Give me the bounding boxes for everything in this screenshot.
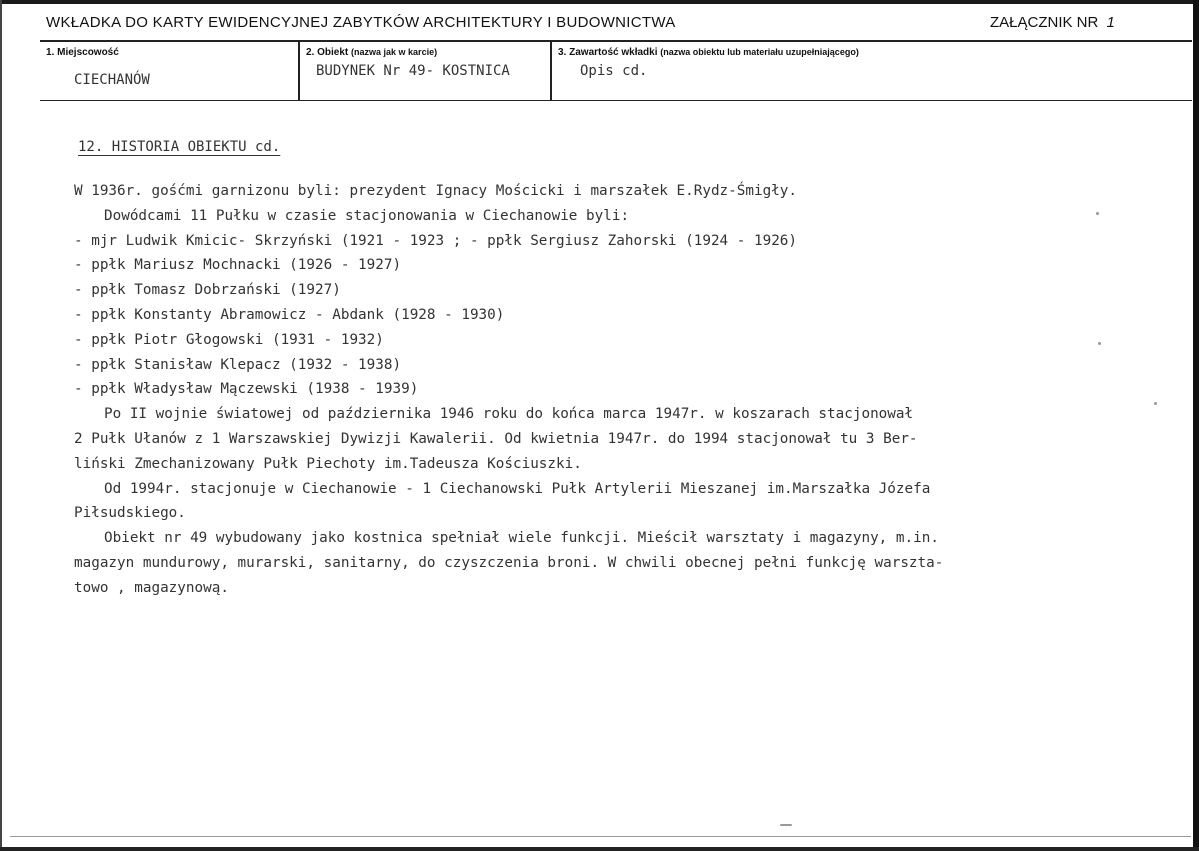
body-line: Po II wojnie światowej od października 1946 roku do końca marca 1947r. w koszarach stacjonował (104, 406, 914, 423)
body-line: - ppłk Tomasz Dobrzański (1927) (74, 282, 341, 299)
annex-label (990, 14, 1115, 31)
body-line: Od 1994r. stacjonuje w Ciechanowie - 1 Ciechanowski Pułk Artylerii Mieszanej im.Marszałka Józefa (104, 480, 931, 497)
annex-number: 1 (1106, 14, 1115, 31)
body-line: Obiekt nr 49 wybudowany jako kostnica spełniał wiele funkcji. Mieścił warsztaty i magazyny, m.in. (104, 530, 939, 547)
body-line: Dowódcami 11 Pułku w czasie stacjonowania w Ciechanowie byli: (104, 207, 630, 224)
field-object-value: BUDYNEK Nr 49- KOSTNICA (316, 63, 510, 79)
document-body (74, 183, 1154, 605)
body-line: towo , magazynową. (74, 579, 229, 596)
field-locality (40, 42, 298, 100)
scan-speck (1154, 402, 1157, 405)
field-locality-label (46, 47, 119, 58)
scan-edge-top (0, 0, 1199, 4)
body-line: magazyn mundurowy, murarski, sanitarny, do czyszczenia broni. W chwili obecnej pełni funkcję warszta- (74, 554, 944, 571)
body-line: 2 Pułk Ułanów z 1 Warszawskiej Dywizji Kawalerii. Od kwietnia 1947r. do 1994 stacjonował tu 3 Ber- (74, 430, 918, 447)
scan-edge-right (1193, 0, 1199, 851)
field-content-label-text: 3. Zawartość wkładki (558, 47, 658, 58)
scan-edge-left (0, 0, 2, 851)
field-locality-value: CIECHANÓW (74, 72, 150, 88)
field-object-label (306, 47, 437, 58)
page-bottom-line (10, 836, 1191, 837)
body-line: - mjr Ludwik Kmicic- Skrzyński (1921 - 1923 ; - ppłk Sergiusz Zahorski (1924 - 1926) (74, 232, 798, 249)
body-line: Piłsudskiego. (74, 505, 186, 522)
body-line: - ppłk Konstanty Abramowicz - Abdank (1928 - 1930) (74, 306, 505, 323)
field-content-label-note: (nazwa obiektu lub materiału uzupełniającego) (660, 47, 859, 57)
body-line: W 1936r. gośćmi garnizonu byli: prezydent Ignacy Mościcki i marszałek E.Rydz-Śmigły. (74, 183, 798, 199)
body-line: - ppłk Władysław Mączewski (1938 - 1939) (74, 381, 419, 398)
field-object-label-text: 2. Obiekt (306, 47, 349, 58)
field-content (550, 42, 1192, 100)
scan-speck (1096, 212, 1099, 215)
field-content-value: Opis cd. (580, 63, 648, 79)
body-line: - ppłk Stanisław Klepacz (1932 - 1938) (74, 356, 402, 373)
body-line: - ppłk Mariusz Mochnacki (1926 - 1927) (74, 257, 402, 274)
body-line: liński Zmechanizowany Pułk Piechoty im.Tadeusza Kościuszki. (74, 455, 582, 472)
header-fields-box (40, 40, 1192, 101)
scan-speck (780, 824, 792, 826)
body-line: - ppłk Piotr Głogowski (1931 - 1932) (74, 331, 384, 348)
scan-speck (1098, 342, 1101, 345)
annex-label-text: ZAŁĄCZNIK NR (990, 14, 1099, 31)
field-object-label-note: (nazwa jak w karcie) (351, 47, 438, 57)
field-object (298, 42, 552, 100)
form-title: WKŁADKA DO KARTY EWIDENCYJNEJ ZABYTKÓW ARCHITEKTURY I BUDOWNICTWA (46, 14, 676, 31)
scan-edge-bottom (0, 847, 1199, 851)
field-content-label (558, 47, 859, 58)
field-locality-label-text: 1. Miejscowość (46, 47, 119, 58)
section-heading: 12. HISTORIA OBIEKTU cd. (78, 139, 281, 155)
